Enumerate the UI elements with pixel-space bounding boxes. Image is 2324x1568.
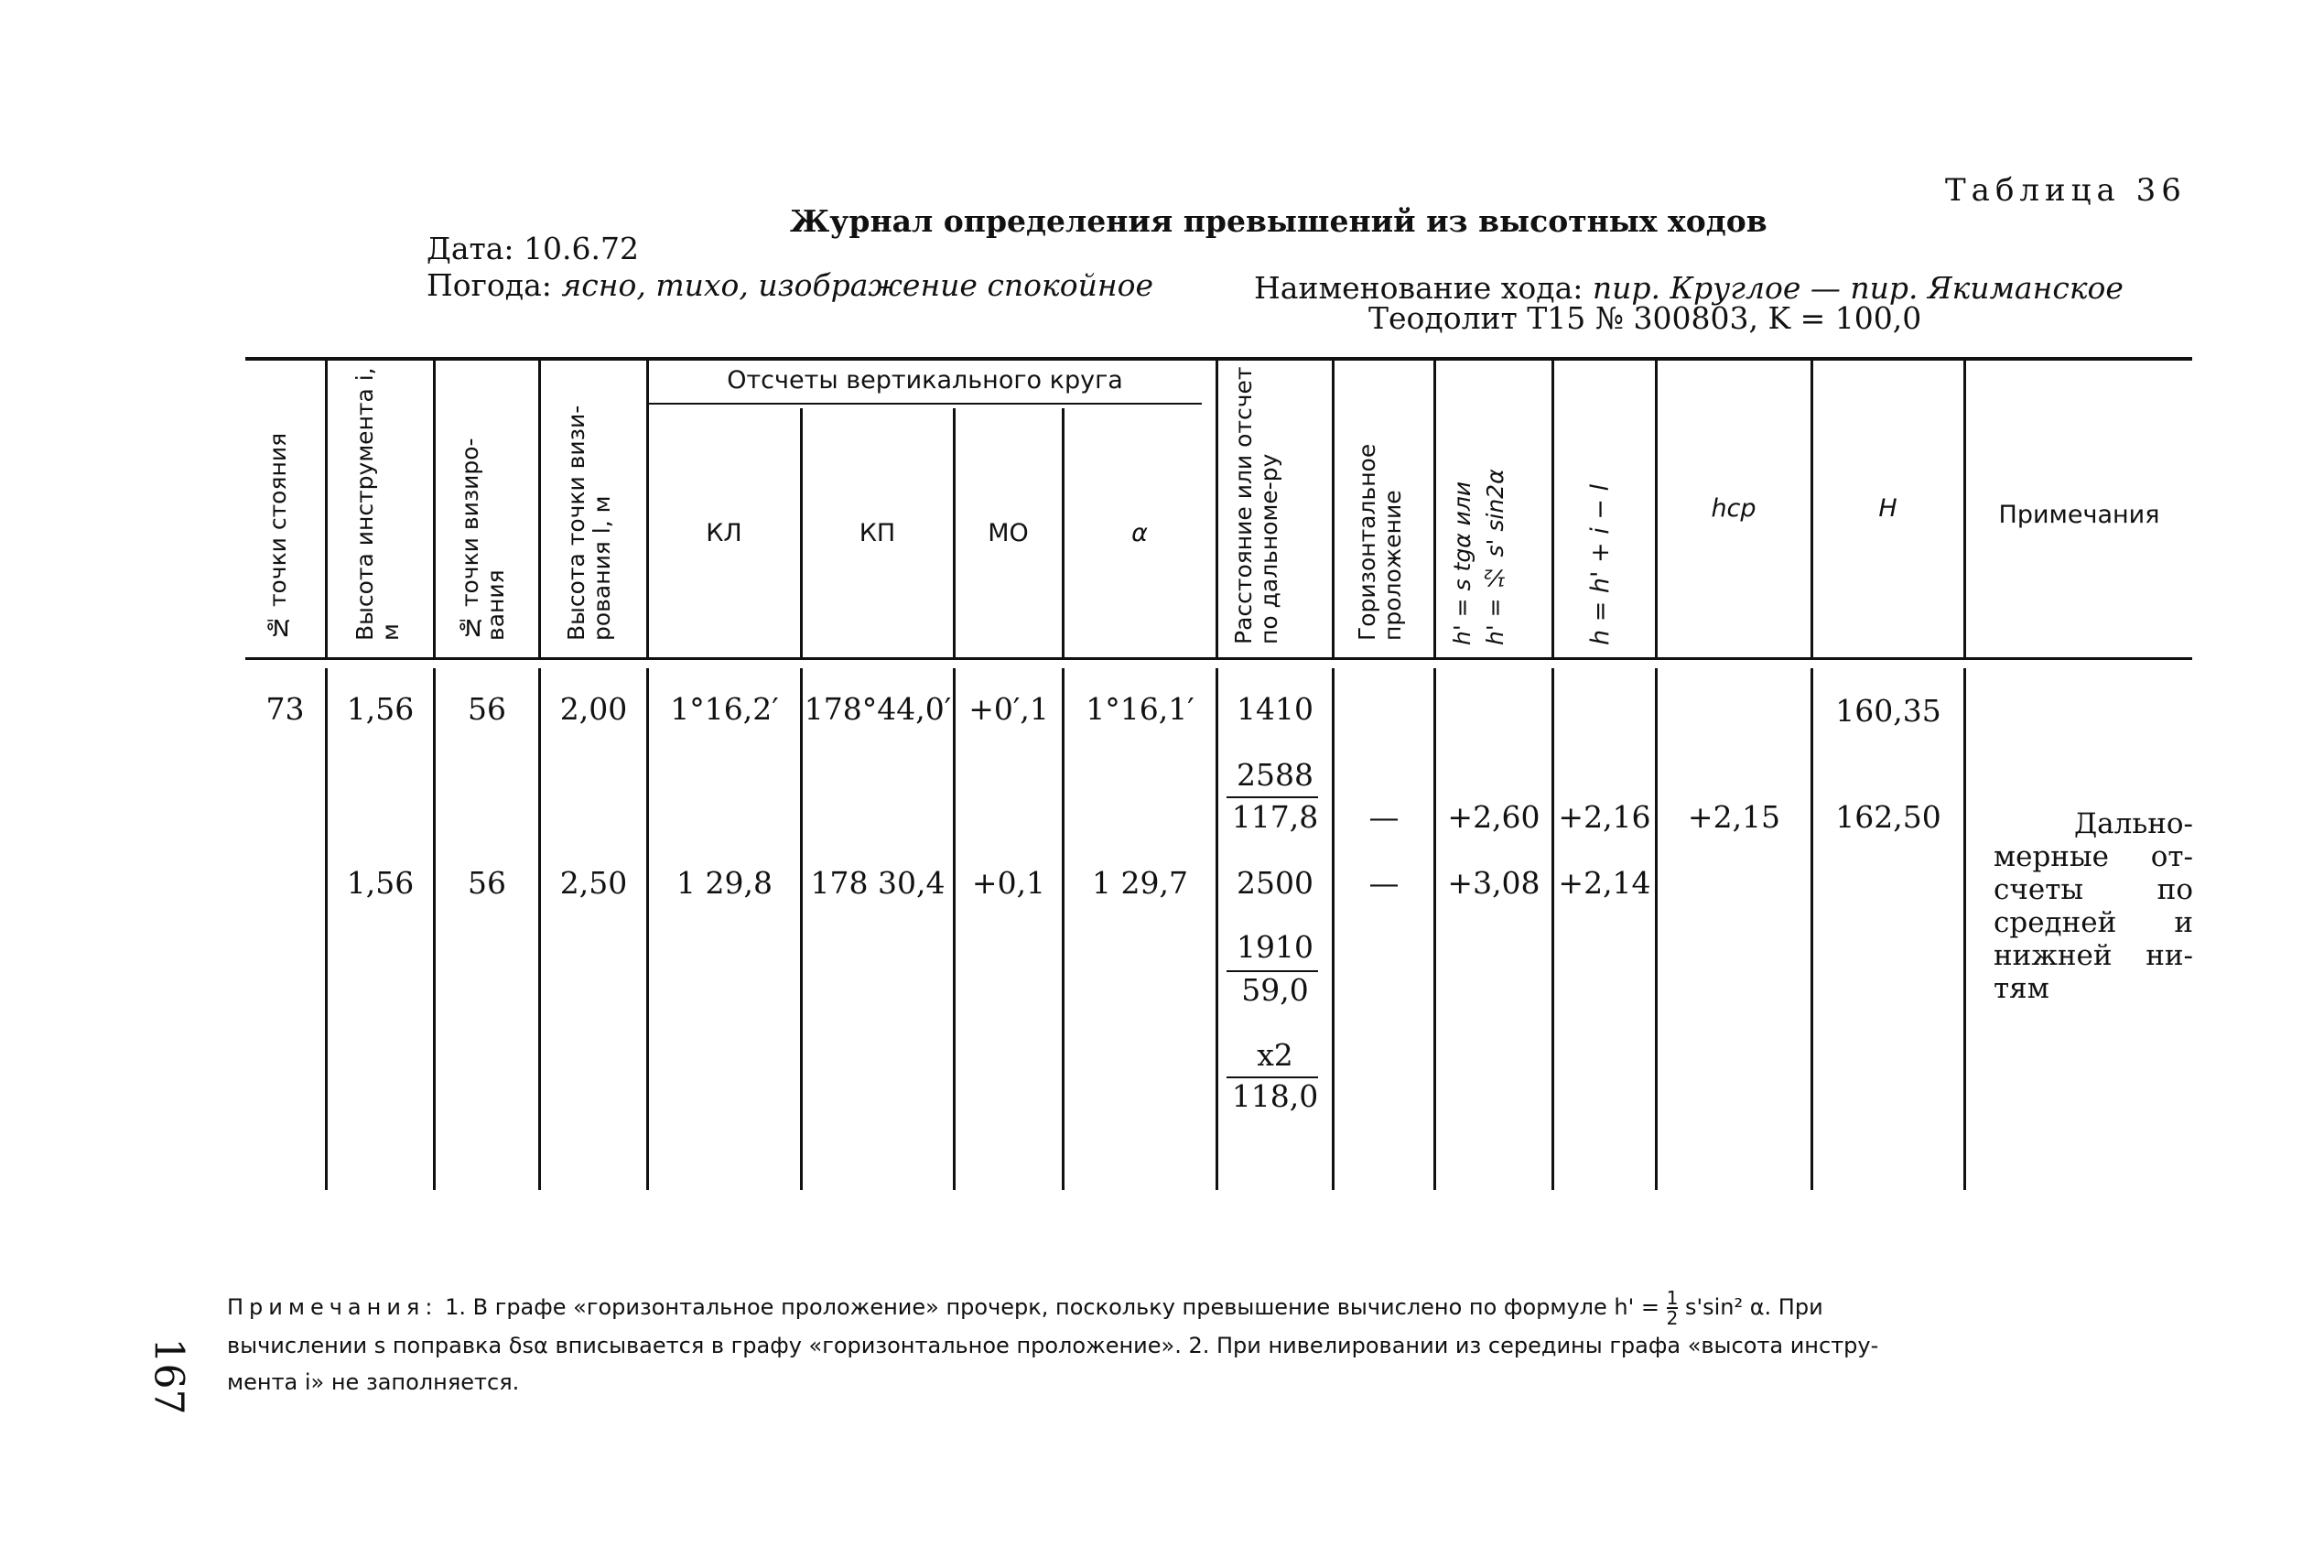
route-value: пир. Круглое — пир. Якиманское — [1592, 270, 2124, 306]
r1-alpha: 1°16,1′ — [1086, 691, 1194, 727]
header-h-formula: h = h' + i − l — [1586, 483, 1615, 645]
r2-horizontal: — — [1368, 865, 1400, 901]
r2-distance-4: x2 — [1257, 1037, 1293, 1073]
header-sight-point: № точки визиро-вания — [457, 438, 509, 641]
col-divider — [1062, 668, 1065, 1190]
r2-mo: +0,1 — [971, 865, 1046, 901]
col-divider — [1433, 668, 1436, 1190]
table-label: Таблица 36 — [1945, 172, 2187, 209]
header-h-prime-1: h' = s tgα или — [1449, 481, 1475, 645]
remark-line: средней и — [1994, 906, 2193, 939]
col-divider — [325, 668, 328, 1190]
r1-distance-1: 1410 — [1237, 691, 1313, 727]
date-label: Дата: — [427, 231, 514, 266]
r1-h: +2,16 — [1558, 799, 1651, 835]
col-divider — [1433, 361, 1436, 657]
col-divider — [1216, 361, 1218, 657]
remark-line: счеты по — [1994, 873, 2193, 906]
fraction-numerator: 1 — [1666, 1287, 1679, 1309]
col-divider — [953, 668, 956, 1190]
col-divider — [433, 361, 436, 657]
header-sight-height: Высота точки визи-рования l, м — [563, 405, 615, 641]
header-horizontal: Горизонтальное проложение — [1354, 443, 1406, 641]
col-divider — [1551, 361, 1554, 657]
header-kp: КП — [859, 519, 896, 547]
col-divider — [1332, 668, 1335, 1190]
header-vertical-circle: Отсчеты вертикального круга — [727, 366, 1123, 395]
r2-h-prime: +3,08 — [1447, 865, 1540, 901]
col-divider — [433, 668, 436, 1190]
r2-distance-1: 2500 — [1237, 865, 1313, 901]
remark-line: мерные от- — [1994, 840, 2193, 873]
page-title: Журнал определения превышений из высотных ходов — [790, 203, 1767, 239]
remark-text — [1994, 807, 2193, 1005]
remark-line: Дально- — [2073, 807, 2193, 840]
col-divider — [1811, 668, 1813, 1190]
r1-H-bottom: 162,50 — [1835, 799, 1941, 835]
footnote-text-1b: s'sin² α. При — [1684, 1294, 1823, 1320]
r1-h-avg: +2,15 — [1687, 799, 1781, 835]
col-divider — [1332, 361, 1335, 657]
r1-sight-point: 56 — [468, 691, 506, 727]
page-number: 167 — [145, 1337, 192, 1415]
footnote-text-1a: 1. В графе «горизонтальное проложение» прочерк, поскольку превышение вычислено по формуле h' = — [445, 1294, 1659, 1320]
header-notes: Примечания — [1998, 501, 2160, 529]
footnotes — [227, 1289, 2195, 1400]
r2-distance-3: 59,0 — [1241, 972, 1309, 1008]
r1-h-prime: +2,60 — [1447, 799, 1540, 835]
r1-kp: 178°44,0′ — [804, 691, 952, 727]
col-divider — [538, 361, 541, 657]
col-divider — [325, 361, 328, 657]
header-station: № точки стояния — [265, 432, 291, 641]
r2-distance-2: 1910 — [1237, 929, 1313, 965]
r1-sight-height: 2,00 — [559, 691, 628, 727]
route-label: Наименование хода: — [1254, 270, 1584, 306]
r2-kp: 178 30,4 — [810, 865, 946, 901]
col-divider — [538, 668, 541, 1190]
col-divider — [1551, 668, 1554, 1190]
r2-sight-point: 56 — [468, 865, 506, 901]
col-divider — [646, 361, 649, 657]
r2-h: +2,14 — [1558, 865, 1651, 901]
header-h-avg: hср — [1711, 494, 1757, 523]
header-alpha: α — [1131, 519, 1148, 547]
r1-distance-2: 2588 — [1237, 757, 1313, 793]
remark-line: нижней ни- — [1994, 939, 2193, 972]
header-h-prime-2: h' = ½ s' sin2α — [1482, 469, 1508, 645]
weather-label: Погода: — [427, 267, 552, 303]
remark-line: тям — [1994, 972, 2049, 1005]
header-distance: Расстояние или отсчет по дальноме-ру — [1230, 366, 1282, 644]
r1-kl: 1°16,2′ — [670, 691, 779, 727]
footnote-line-3: мента i» не заполняется. — [227, 1369, 520, 1395]
col-divider — [1963, 668, 1966, 1190]
weather-line — [427, 267, 1153, 303]
r1-distance-3: 117,8 — [1231, 799, 1319, 835]
header-mo: МО — [988, 519, 1029, 547]
footnote-line-1 — [227, 1289, 2195, 1327]
header-instrument-height: Высота инструмента i, м — [351, 367, 404, 641]
date-value: 10.6.72 — [524, 231, 640, 266]
r1-station: 73 — [265, 691, 305, 727]
footnote-fraction — [1667, 1289, 1679, 1327]
r2-distance-5: 118,0 — [1231, 1078, 1319, 1114]
theodolite-line: Теодолит Т15 № 300803, K = 100,0 — [1368, 300, 1922, 336]
r1-mo: +0′,1 — [968, 691, 1049, 727]
r2-instrument-height: 1,56 — [346, 865, 415, 901]
r2-sight-height: 2,50 — [559, 865, 628, 901]
date-line — [427, 231, 639, 266]
circle-subheader-rule — [648, 403, 1202, 405]
r1-instrument-height: 1,56 — [346, 691, 415, 727]
col-divider — [800, 668, 803, 1190]
col-divider — [1655, 668, 1658, 1190]
r2-alpha: 1 29,7 — [1092, 865, 1188, 901]
r1-horizontal: — — [1368, 799, 1400, 835]
col-divider — [646, 668, 649, 1190]
footnote-prefix: Примечания: — [227, 1294, 438, 1320]
weather-value: ясно, тихо, изображение спокойное — [561, 267, 1154, 303]
header-kl: КЛ — [706, 519, 742, 547]
r2-kl: 1 29,8 — [676, 865, 773, 901]
r1-H-top: 160,35 — [1835, 693, 1941, 729]
header-H: H — [1878, 494, 1897, 523]
footnote-line-2: вычислении s поправка δsα вписывается в графу «горизонтальное проложение». 2. При нивелировании из середины графа «высота инстру- — [227, 1333, 1879, 1358]
header-bottom-rule — [245, 657, 2192, 660]
fraction-denominator: 2 — [1666, 1307, 1679, 1329]
r1-distance-sum-rule — [1227, 796, 1318, 798]
